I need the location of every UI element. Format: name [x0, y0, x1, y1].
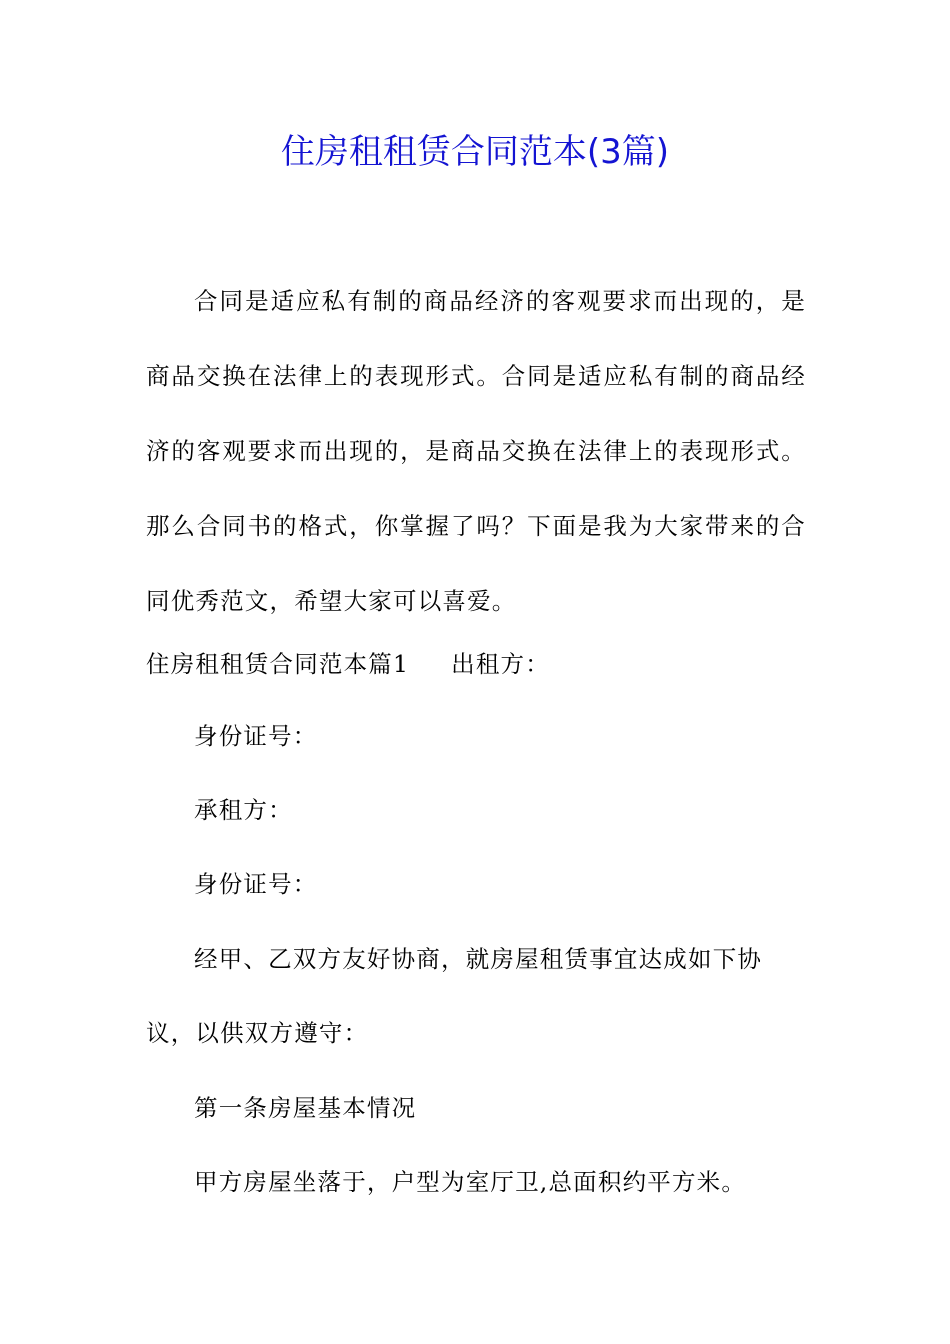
id-number-label-2: 身份证号：: [194, 870, 318, 898]
lessee-label: 承租方：: [194, 796, 293, 824]
agreement-paragraph: 经甲、乙双方友好协商，就房屋租赁事宜达成如下协议，以供双方遵守：: [146, 945, 763, 1047]
lessor-label: 出租方：: [451, 650, 550, 678]
article-1-heading: 第一条房屋基本情况: [194, 1094, 417, 1122]
document-title: 住房租租赁合同范本(3篇): [280, 132, 670, 172]
article-1-text: 甲方房屋坐落于，户型为室厅卫,总面积约平方米。: [194, 1168, 747, 1196]
section-heading-line: [146, 646, 550, 682]
id-number-label-1: 身份证号：: [194, 722, 318, 750]
intro-paragraph: 合同是适应私有制的商品经济的客观要求而出现的，是商品交换在法律上的表现形式。合同是适应私有制的商品经济的客观要求而出现的，是商品交换在法律上的表现形式。那么合同书的格式，你掌握了吗？下面是我为大家带来的合同优秀范文，希望大家可以喜爱。: [146, 287, 806, 615]
section-heading: 住房租租赁合同范本篇1: [146, 650, 410, 678]
